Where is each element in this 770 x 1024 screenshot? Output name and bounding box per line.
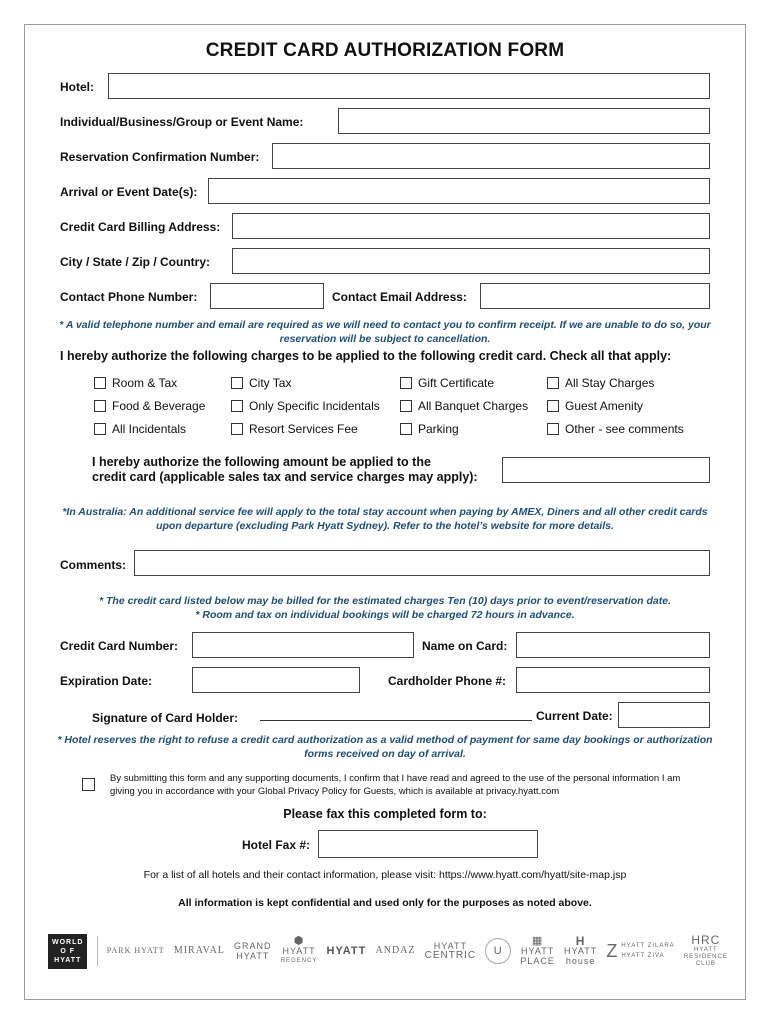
amount-label-2: credit card (applicable sales tax and service charges may apply): (92, 470, 478, 484)
contact-note-line-1: * A valid telephone number and email are required as we will need to contact you to confirm receipt. If we are unable to do so, your (59, 319, 711, 331)
australia-note (40, 505, 730, 533)
hyatt-regency-line-1: HYATT (282, 946, 316, 956)
expiration-label: Expiration Date: (60, 674, 153, 688)
charge-label: All Stay Charges (565, 376, 655, 390)
charge-option[interactable] (231, 422, 358, 436)
hyatt-ziva-line-1: HYATT ZILARA (621, 943, 675, 949)
privacy-checkbox[interactable] (82, 778, 95, 791)
world-of-hyatt-line-1: WORLD (52, 938, 84, 946)
name-on-card-label: Name on Card: (422, 639, 508, 653)
charge-checkbox[interactable] (231, 377, 243, 389)
hyatt-place-line-2: PLACE (520, 956, 555, 966)
comments-field[interactable] (134, 550, 710, 576)
charge-checkbox[interactable] (547, 423, 559, 435)
hrc-line-4: CLUB (695, 961, 716, 967)
hyatt-house-line-1: HYATT (564, 946, 598, 956)
unbound-logo: U (485, 938, 511, 964)
charge-label: Resort Services Fee (249, 422, 358, 436)
charge-checkbox[interactable] (94, 377, 106, 389)
charge-checkbox[interactable] (400, 400, 412, 412)
card-number-field[interactable] (192, 632, 414, 658)
world-of-hyatt-line-2: O F (60, 947, 76, 955)
charge-label: All Incidentals (112, 422, 187, 436)
contact-note-line-2: reservation will be subject to cancellation. (279, 333, 491, 345)
charge-checkbox[interactable] (231, 400, 243, 412)
hyatt-house-logo (564, 936, 597, 966)
billing-address-field[interactable] (232, 213, 710, 239)
grand-hyatt-logo (234, 941, 272, 961)
event-name-field[interactable] (338, 108, 710, 134)
miraval-logo: MIRAVAL (173, 945, 225, 956)
charge-label: City Tax (249, 376, 292, 390)
hyatt-logo: HYATT (326, 945, 367, 957)
privacy-text-line-2: giving you in accordance with your Global Privacy Policy for Guests, which is available at privacy.hyatt.com (110, 786, 560, 797)
charge-option[interactable] (400, 376, 494, 390)
brand-logos (48, 930, 728, 972)
amount-label-1: I hereby authorize the following amount be applied to the (92, 455, 431, 469)
hyatt-centric-line-1: HYATT (433, 941, 467, 951)
ziva-z-icon: Z (606, 941, 619, 961)
charge-checkbox[interactable] (547, 400, 559, 412)
name-label: Individual/Business/Group or Event Name: (60, 115, 304, 129)
logo-divider (97, 936, 98, 966)
charge-option[interactable] (94, 399, 205, 413)
arrival-field[interactable] (208, 178, 710, 204)
hyatt-regency-line-2: REGENCY (280, 958, 318, 964)
name-on-card-field[interactable] (516, 632, 710, 658)
charge-checkbox[interactable] (94, 423, 106, 435)
authorize-header: I hereby authorize the following charges to be applied to the following credit card. Check all that apply: (60, 349, 672, 363)
charge-checkbox[interactable] (400, 377, 412, 389)
hotels-list-text: For a list of all hotels and their contact information, please visit: https://www.hyatt.com/hyatt/site-map.jsp (143, 869, 627, 881)
charge-option[interactable] (547, 399, 643, 413)
form-title: CREDIT CARD AUTHORIZATION FORM (205, 40, 565, 61)
hrc-logo (684, 934, 728, 968)
hyatt-ziva-logo (606, 941, 674, 961)
card-number-label: Credit Card Number: (60, 639, 179, 653)
grand-hyatt-line-2: HYATT (236, 951, 270, 961)
billing-note-line-1: * The credit card listed below may be billed for the estimated charges Ten (10) days prior to event/reservation date. (98, 595, 672, 607)
world-of-hyatt-logo (48, 934, 87, 969)
hrc-line-2: HYATT (693, 947, 718, 953)
hyatt-place-line-1: HYATT (521, 946, 555, 956)
phone-label: Contact Phone Number: (60, 290, 198, 304)
park-hyatt-logo: PARK HYATT (106, 946, 165, 955)
charge-option[interactable] (231, 399, 380, 413)
charge-label: Food & Beverage (112, 399, 206, 413)
refuse-note-line-1: * Hotel reserves the right to refuse a credit card authorization as a valid method of payment for same day bookings or authorization (57, 734, 713, 746)
current-date-label: Current Date: (536, 709, 613, 723)
city-field[interactable] (232, 248, 710, 274)
reservation-label: Reservation Confirmation Number: (60, 150, 260, 164)
charge-option[interactable] (94, 376, 177, 390)
comments-label: Comments: (60, 558, 127, 572)
hyatt-place-logo (520, 936, 555, 966)
hyatt-regency-icon: ⬢ (293, 935, 305, 947)
phone-field[interactable] (210, 283, 324, 309)
cardholder-phone-field[interactable] (516, 667, 710, 693)
city-label: City / State / Zip / Country: (60, 255, 211, 269)
hotel-fax-label: Hotel Fax #: (242, 838, 311, 852)
charge-checkbox[interactable] (547, 377, 559, 389)
billing-note-line-2: * Room and tax on individual bookings will be charged 72 hours in advance. (195, 609, 575, 621)
charge-label: Guest Amenity (565, 399, 644, 413)
charge-option[interactable] (547, 422, 684, 436)
charge-option[interactable] (400, 422, 459, 436)
email-label: Contact Email Address: (332, 290, 467, 304)
billing-label: Credit Card Billing Address: (60, 220, 221, 234)
hyatt-place-icon: ▦ (531, 935, 544, 947)
hotel-fax-field[interactable] (318, 830, 538, 858)
hrc-line-1: HRC (691, 933, 721, 947)
australia-note-line-2: upon departure (excluding Park Hyatt Sydney). Refer to the hotel’s website for more details. (156, 520, 614, 532)
charge-option[interactable] (94, 422, 186, 436)
billing-note (40, 594, 730, 622)
signature-line[interactable] (260, 719, 532, 721)
charge-checkbox[interactable] (400, 423, 412, 435)
charge-label: Only Specific Incidentals (249, 399, 380, 413)
contact-note (40, 318, 730, 346)
email-field[interactable] (480, 283, 710, 309)
world-of-hyatt-line-3: HYATT (54, 956, 82, 964)
charge-option[interactable] (547, 376, 654, 390)
refuse-note (40, 733, 730, 761)
privacy-text (110, 772, 710, 798)
hyatt-centric-logo (425, 941, 476, 961)
reservation-field[interactable] (272, 143, 710, 169)
charge-label: Parking (418, 422, 459, 436)
grand-hyatt-line-1: GRAND (234, 941, 272, 951)
hyatt-house-icon: H (575, 934, 586, 948)
confidential-text: All information is kept confidential and used only for the purposes as noted above. (178, 897, 592, 909)
hotel-field[interactable] (108, 73, 710, 99)
amount-field[interactable] (502, 457, 710, 483)
hotel-label: Hotel: (60, 80, 94, 94)
hyatt-centric-line-2: CENTRIC (424, 950, 477, 961)
hyatt-house-line-2: house (565, 956, 596, 966)
charge-label: All Banquet Charges (418, 399, 529, 413)
charge-option[interactable] (231, 376, 291, 390)
signature-label: Signature of Card Holder: (92, 711, 239, 725)
charge-label: Gift Certificate (418, 376, 495, 390)
hrc-line-3: RESIDENCE (683, 954, 728, 960)
charge-option[interactable] (400, 399, 528, 413)
andaz-logo: ANDAZ (375, 945, 416, 956)
charge-label: Other - see comments (565, 422, 684, 436)
charge-checkbox[interactable] (231, 423, 243, 435)
charge-checkbox[interactable] (94, 400, 106, 412)
expiration-field[interactable] (192, 667, 360, 693)
fax-header: Please fax this completed form to: (283, 807, 487, 821)
current-date-field[interactable] (618, 702, 710, 728)
arrival-label: Arrival or Event Date(s): (60, 185, 198, 199)
hyatt-ziva-line-2: HYATT ZIVA (621, 953, 665, 959)
cardholder-phone-label: Cardholder Phone #: (388, 674, 507, 688)
charge-label: Room & Tax (112, 376, 178, 390)
hyatt-regency-logo (281, 936, 318, 966)
australia-note-line-1: *In Australia: An additional service fee will apply to the total stay account when paying by AMEX, Diners and all other credit cards (62, 506, 708, 518)
refuse-note-line-2: forms received on day of arrival. (304, 748, 466, 760)
privacy-text-line-1: By submitting this form and any supporting documents, I confirm that I have read and agreed to the use of the personal information I am (110, 773, 681, 784)
